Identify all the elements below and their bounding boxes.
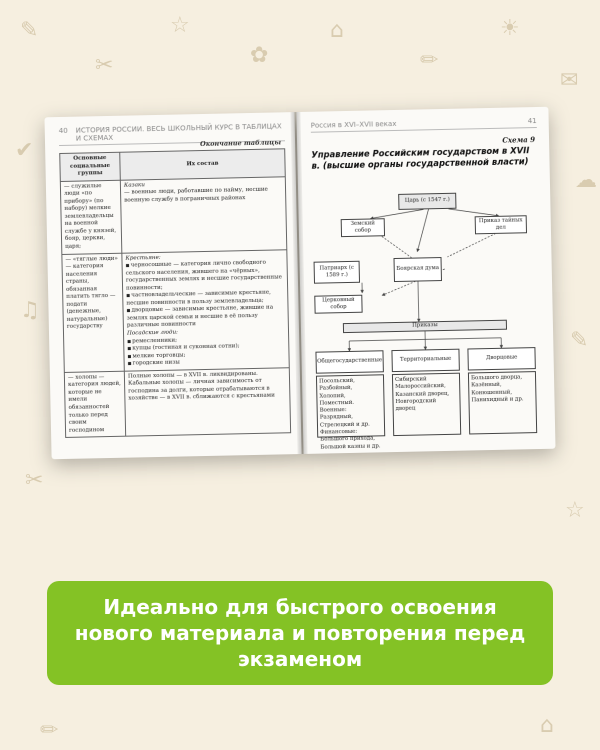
prikaz-list-item: Казённый, [471, 382, 502, 389]
doodle-icon: ☁ [575, 168, 597, 193]
doodle-icon: ♫ [20, 298, 40, 323]
prikaz-list-item: Сибирский [394, 376, 427, 384]
box-category-territorial: Территориальные [391, 349, 459, 372]
prikaz-list-item: Холопий, [319, 392, 346, 400]
composition-line: ■ ремесленники; [127, 335, 285, 346]
composition-line: ■ дворцовые — зависимые крестьяне, жившие на землях царской семьи и несшие в её пользу различные повинности [126, 305, 284, 331]
right-header-title: Россия в XVI–XVII веках [310, 119, 397, 130]
composition-line: ■ мелкие торговцы; [127, 350, 285, 361]
social-group-cell: — служилые люди «по прибору» (по набору) мелкие землевладельцы на военной службе у князей, бояр, церкви, царя; [60, 180, 122, 254]
prikaz-list-item: Большого прихода, Большой казны и др. [320, 435, 381, 451]
right-page [296, 107, 555, 454]
prikaz-list-item: Разбойный, [319, 385, 353, 392]
column-header-groups: Основные социальные группы [60, 152, 121, 181]
box-prikazy: Приказы [343, 320, 507, 333]
doodle-icon: ✂ [25, 468, 44, 493]
social-group-cell: — холопы — категория людей, которые не имели обязанностей только перед своим господином [64, 371, 125, 438]
table-continuation-label: Окончание таблицы [200, 138, 282, 149]
composition-line: Кабальные холопы — личная зависимость от господина за долги, которые отрабатываются в хозяйстве — в XVII в. сближаются с крестьянами [128, 378, 275, 403]
composition-line: ■ черносошные — категория лично свободного сельского населения, жившего на «чёрных», государственных землях и несшие государственные повинности; [126, 259, 285, 292]
left-header-title: ИСТОРИЯ РОССИИ. ВЕСЬ ШКОЛЬНЫЙ КУРС В ТАБЛИЦАХ И СХЕМАХ [75, 122, 282, 143]
composition-line: Казаки [123, 181, 145, 189]
column-header-composition: Их состав [120, 149, 286, 180]
composition-cell [120, 176, 286, 252]
composition-line: Крестьяне: [125, 254, 161, 262]
composition-line: ■ частновладельческие — зависимые крестьяне, несшие повинности в пользу землевладельца; [126, 290, 284, 308]
scheme-number: Схема 9 [502, 135, 536, 145]
prikaz-list-item: Военные: [319, 407, 347, 414]
prikaz-list-item: Поместный. [319, 399, 355, 407]
prikaz-list-item: Казанский дворец, [395, 390, 450, 398]
promo-banner [47, 581, 553, 685]
box-prikaz-tainykh-del: Приказ тайных дел [475, 215, 527, 234]
composition-line: Полные холопы — в XVII в. ликвидированы. [127, 370, 258, 380]
table-row [60, 176, 286, 254]
list-state-prikazy [316, 374, 385, 451]
doodle-icon: ✉ [560, 68, 579, 93]
doodle-icon: ✂ [95, 53, 114, 78]
prikaz-list-item: Разрядный, [319, 414, 354, 422]
prikaz-list-item: Финансовые: [320, 428, 358, 436]
doodle-icon: ✏ [420, 48, 439, 73]
doodle-icon: ☀ [500, 16, 520, 41]
prikaz-list-item: Посольский, [319, 377, 355, 385]
table-row [62, 249, 289, 372]
doodle-icon: ☆ [170, 13, 190, 38]
doodle-icon: ✔ [15, 138, 34, 163]
composition-cell [124, 368, 290, 437]
composition-line: ■ городские низы [128, 358, 286, 369]
social-groups-table [59, 148, 291, 438]
box-boyar-duma: Боярская дума [393, 257, 441, 282]
open-book [44, 107, 555, 459]
box-zemsky-sobor: Земский собор [341, 218, 385, 237]
composition-cell [122, 249, 289, 371]
list-territorial-prikazy [392, 373, 461, 436]
diagram-title: Управление Российским государством в XVII в. (высшие органы государственной власти) [311, 145, 530, 171]
list-palace-prikazy [468, 371, 537, 434]
doodle-icon: ✿ [250, 43, 269, 68]
prikaz-list-item: Панихидный и др. [471, 396, 524, 404]
prikaz-list-item: Большого дворца, [470, 374, 523, 382]
social-group-cell: — «тяглые люди» — категория населения страны, обязанная платить тягло — подати (денежные, натуральные) государству [62, 253, 124, 372]
prikaz-list-item: Новгородский дворец [395, 398, 437, 413]
banner-text: Идеально для быстрого освоения нового материала и повторения перед экзаменом [74, 595, 526, 671]
box-tsar: Царь (с 1547 г.) [398, 193, 456, 210]
box-category-palace: Дворцовые [467, 347, 535, 370]
box-church-council: Церковный собор [314, 295, 362, 314]
left-page-number: 40 [58, 126, 68, 136]
doodle-icon: ⌂ [330, 18, 344, 43]
box-patriarch: Патриарх (с 1589 г.) [314, 261, 360, 284]
doodle-icon: ✎ [20, 18, 39, 43]
composition-line: Посадские люди: [126, 329, 179, 337]
doodle-icon: ☆ [565, 498, 585, 523]
box-category-state: Общегосударственные [315, 350, 383, 373]
right-page-number: 41 [527, 117, 537, 126]
table-row [64, 368, 290, 438]
composition-line: ■ купцы (гостиная и суконная сотни); [127, 342, 285, 353]
doodle-icon: ✏ [40, 718, 59, 743]
prikaz-list-item: Конюшенный, [471, 389, 513, 397]
doodle-icon: ⌂ [540, 713, 554, 738]
prikaz-list-item: Малороссийский, [395, 383, 446, 391]
composition-line: — военные люди, работавшие по найму, несшие военную службу в пограничных районах [124, 186, 268, 204]
prikaz-list-item: Стрелецкий и др. [319, 421, 370, 429]
left-page [44, 112, 301, 459]
doodle-icon: ✎ [570, 328, 589, 353]
